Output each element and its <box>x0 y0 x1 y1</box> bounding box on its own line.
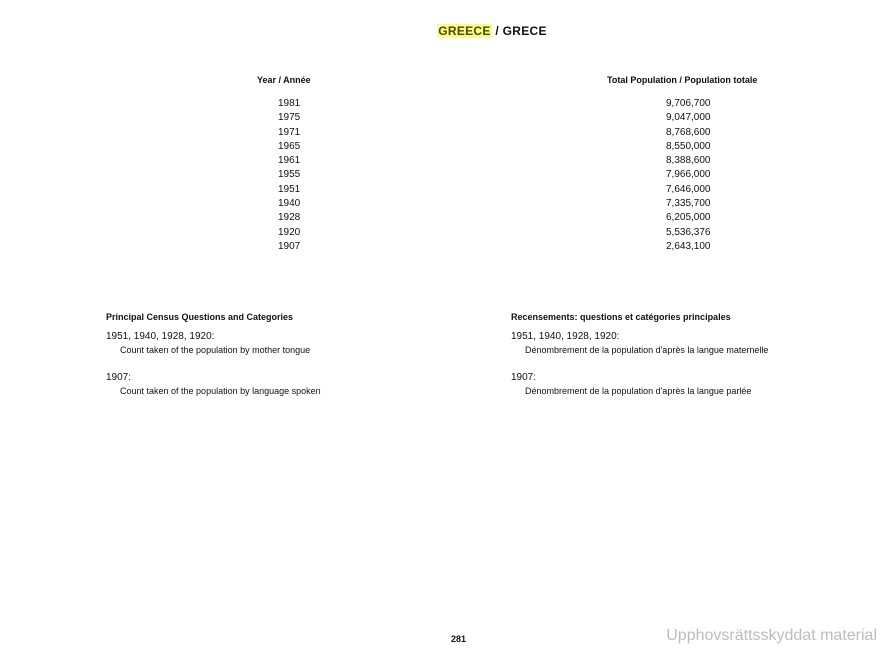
population-cell: 8,768,600 <box>666 126 711 138</box>
population-cell: 5,536,376 <box>666 226 711 238</box>
year-cell: 1928 <box>278 212 301 224</box>
year-cell: 1965 <box>278 140 301 152</box>
population-cell: 7,335,700 <box>666 198 711 210</box>
census-entry-years: 1951, 1940, 1928, 1920: <box>511 331 620 342</box>
population-cell: 8,388,600 <box>666 155 711 167</box>
year-cell: 1907 <box>278 240 301 252</box>
population-column <box>666 97 726 254</box>
year-cell: 1961 <box>278 155 301 167</box>
page-title-rest: / GRECE <box>491 24 547 38</box>
page-number: 281 <box>451 634 467 644</box>
census-section-title: Recensements: questions et catégories principales <box>511 312 731 322</box>
year-cell: 1981 <box>278 98 301 109</box>
census-entry-description: Dénombrement de la population d'après la langue parlée <box>525 386 752 396</box>
census-entry-years: 1951, 1940, 1928, 1920: <box>106 331 215 342</box>
population-cell: 8,550,000 <box>666 140 711 152</box>
population-cell: 9,706,700 <box>666 98 711 109</box>
census-entry-description: Dénombrement de la population d'après la langue maternelle <box>525 345 769 355</box>
population-cell: 6,205,000 <box>666 212 711 224</box>
year-column-header: Year / Année <box>257 75 311 85</box>
year-cell: 1940 <box>278 198 301 210</box>
year-cell: 1951 <box>278 183 301 195</box>
population-cell: 2,643,100 <box>666 240 711 252</box>
census-entry <box>106 330 486 357</box>
population-cell: 9,047,000 <box>666 112 711 124</box>
year-cell: 1920 <box>278 226 301 238</box>
year-cell: 1971 <box>278 126 301 138</box>
population-cell: 7,966,000 <box>666 169 711 181</box>
year-column <box>278 97 306 254</box>
census-section-french <box>511 312 890 412</box>
census-section-english <box>106 312 486 412</box>
population-column-header: Total Population / Population totale <box>607 75 758 85</box>
census-entry-years: 1907: <box>511 372 537 383</box>
page-title-country: GREECE <box>438 24 491 38</box>
census-entry-years: 1907: <box>106 372 132 383</box>
year-cell: 1955 <box>278 169 301 181</box>
census-entry <box>511 371 890 398</box>
year-cell: 1975 <box>278 112 301 124</box>
census-entry <box>511 330 890 357</box>
census-entry <box>106 371 486 398</box>
census-section-title: Principal Census Questions and Categories <box>106 312 294 322</box>
page-title <box>0 24 890 38</box>
population-cell: 7,646,000 <box>666 183 711 195</box>
copyright-watermark: Upphovsrättsskyddat material <box>666 627 877 644</box>
census-entry-description: Count taken of the population by mother tongue <box>120 345 311 355</box>
census-entry-description: Count taken of the population by language spoken <box>120 386 321 396</box>
